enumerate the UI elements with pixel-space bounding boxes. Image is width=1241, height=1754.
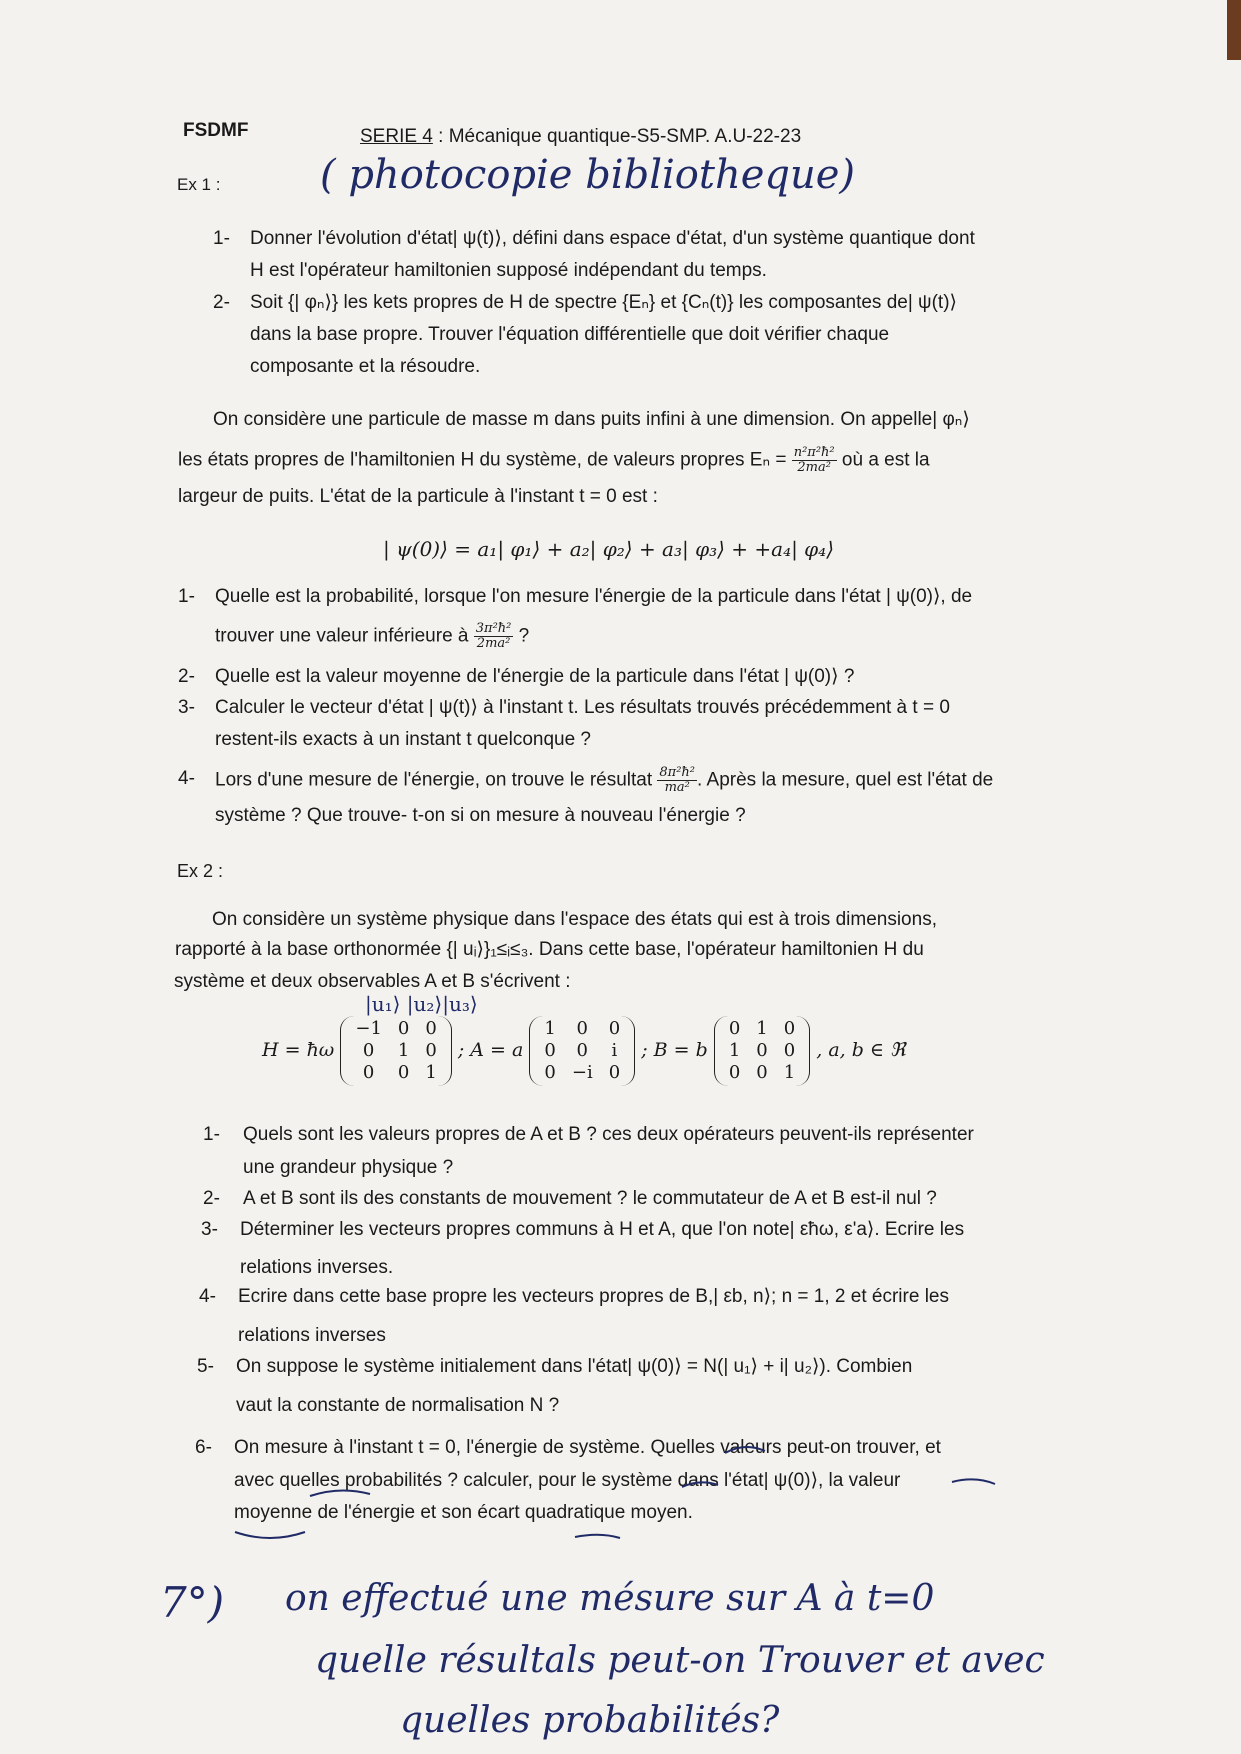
ex1-q2-line2: dans la base propre. Trouver l'équation différentielle que doit vérifier chaque [250,324,890,345]
ex1-p4-number: 4- [178,768,195,789]
ex1-p1-line2-b: ? [518,625,530,647]
q7-handwritten-line1: on effectué une mésure sur A à t=0 [285,1578,935,1619]
A-matrix-cell: i [611,1040,618,1061]
underline-quelles [725,1447,765,1453]
underline-mark [575,1535,620,1538]
ex2-q5-line2: vaut la constante de normalisation N ? [236,1395,560,1416]
H-matrix-cell: 1 [425,1062,437,1083]
ex1-intro-line1: On considère une particule de masse m dans puits infini à une dimension. On appelle| φₙ⟩ [213,409,970,430]
ex2-q3-line2: relations inverses. [240,1257,394,1278]
H-matrix-cell: 1 [397,1040,410,1061]
header-serie: SERIE 4 [360,126,433,147]
A-matrix-cell: 0 [576,1018,588,1039]
ex2-q6-line3: moyenne de l'énergie et son écart quadratique moyen. [234,1502,693,1523]
H-matrix-cell: 0 [397,1018,410,1039]
header-institution: FSDMF [183,120,249,141]
ex1-q1-line1: Donner l'évolution d'état| ψ(t)⟩, défini dans espace d'état, d'un système quantique dont [250,228,975,249]
ex2-q6-number: 6- [195,1437,212,1458]
energy-fraction-num: n²π²ħ² [793,445,835,460]
ex1-p4-line1-b: . Après la mesure, quel est l'état de [697,769,994,791]
ex1-q1-number: 1- [213,228,230,249]
ex2-intro-line3: système et deux observables A et B s'écrivent : [174,971,571,992]
energy-fraction-den: 2ma² [797,460,831,475]
H-matrix-cell: 0 [362,1040,375,1061]
ex2-q1-number: 1- [203,1124,220,1145]
ex1-q2-line1: Soit {| φₙ⟩} les kets propres de H de spectre {Eₙ} et {Cₙ(t)} les composantes de| ψ(t)⟩ [250,292,957,313]
H-matrix-cell: 0 [425,1018,437,1039]
ex1-p3-line2: restent-ils exacts à un instant t quelconque ? [215,729,592,750]
ex1-label: Ex 1 : [177,175,221,194]
ex1-intro-line3: largeur de puits. L'état de la particule à l'instant t = 0 est : [178,486,658,507]
B-matrix-cell: 0 [783,1018,796,1039]
initial-state-equation: | ψ(0)⟩ = a₁| φ₁⟩ + a₂| φ₂⟩ + a₃| φ₃⟩ + +a₄| φ₄⟩ [383,537,835,561]
ex2-q6-line1: On mesure à l'instant t = 0, l'énergie de système. Quelles valeurs peut-on trouver, et [234,1437,941,1458]
A-matrix-cell: 0 [576,1040,588,1061]
ex2-q4-number: 4- [199,1286,216,1307]
A-matrix-cell: 0 [544,1062,556,1083]
ex2-q3-line1: Déterminer les vecteurs propres communs à H et A, que l'on note| εħω, ε'a⟩. Ecrire les [240,1219,965,1240]
underline-moyenne [235,1532,305,1538]
ex2-q1-line2: une grandeur physique ? [243,1157,454,1178]
H-matrix-cell: 0 [362,1062,375,1083]
ex1-p2-number: 2- [178,666,195,687]
ex1-p1-number: 1- [178,586,195,607]
ex1-intro-line2-a: les états propres de l'hamiltonien H du système, de valeurs propres Eₙ = [178,449,787,471]
header-course: : Mécanique quantique-S5-SMP. A.U-22-23 [432,126,802,147]
p4-fraction-num: 8π²ħ² [659,765,696,780]
B-label: ; B = b [641,1039,708,1061]
ex2-q2-line1: A et B sont ils des constants de mouvement ? le commutateur de A et B est-il nul ? [243,1188,937,1209]
A-matrix-cell: 0 [608,1062,621,1083]
ex1-p2-line1: Quelle est la valeur moyenne de l'énergie de la particule dans l'état | ψ(0)⟩ ? [215,666,855,687]
ex2-q3-number: 3- [201,1219,218,1240]
ex1-handwritten-note: ( photocopie bibliotheque) [320,152,856,198]
ex1-q1-line2: H est l'opérateur hamiltonien supposé indépendant du temps. [250,260,767,281]
ex1-q2-number: 2- [213,292,230,313]
ex2-label: Ex 2 : [177,861,224,881]
ex2-intro-line1: On considère un système physique dans l'espace des états qui est à trois dimensions, [212,909,937,930]
H-matrix-cell: −1 [355,1018,382,1039]
p4-fraction-den: ma² [664,780,690,795]
ex1-p1-line2-a: trouver une valeur inférieure à [215,625,469,647]
A-label: ; A = a [457,1039,524,1061]
B-matrix-cell: 0 [756,1062,768,1083]
ex1-p3-number: 3- [178,697,195,718]
ex2-q1-line1: Quels sont les valeurs propres de A et B ? ces deux opérateurs peuvent-ils représenter [243,1124,974,1145]
ex2-q4-line2: relations inverses [238,1325,386,1346]
ex1-q2-line3: composante et la résoudre. [250,356,481,377]
underline-quelles-2 [310,1490,370,1496]
parameters-tail: , a, b ∈ ℜ [816,1039,906,1061]
basis-handwritten-note: |u₁⟩ |u₂⟩|u₃⟩ [365,992,478,1016]
underline-dans [682,1482,718,1487]
ex2-intro-line2: rapporté à la base orthonormée {| uᵢ⟩}₁≤ᵢ≤₃. Dans cette base, l'opérateur hamiltonien H du [175,939,924,960]
B-matrix-cell: 1 [728,1040,741,1061]
ex2-q2-number: 2- [203,1188,220,1209]
ex2-q4-line1: Ecrire dans cette base propre les vecteurs propres de B,| εb, n⟩; n = 1, 2 et écrire les [238,1286,949,1307]
ex2-q5-line1: On suppose le système initialement dans l'état| ψ(0)⟩ = N(| u₁⟩ + i| u₂⟩). Combien [236,1356,913,1377]
ex2-q5-number: 5- [197,1356,214,1377]
q7-handwritten-line2: quelle résultals peut-on Trouver et avec [315,1640,1045,1681]
q7-handwritten-line3: quelles probabilités? [400,1700,780,1741]
B-matrix-cell: 0 [756,1040,768,1061]
A-matrix-cell: 1 [544,1018,556,1039]
p1-fraction-den: 2ma² [476,636,511,651]
H-matrix-cell: 0 [425,1040,437,1061]
B-matrix-cell: 0 [783,1040,796,1061]
A-matrix-cell: 0 [608,1018,621,1039]
B-matrix-cell: 1 [756,1018,768,1039]
q7-handwritten-number: 7°) [160,1578,225,1627]
ex1-p4-line2: système ? Que trouve- t-on si on mesure à nouveau l'énergie ? [215,805,746,826]
underline-valeur [952,1479,995,1484]
p1-fraction-num: 3π²ħ² [475,621,512,636]
ex1-p1-line1: Quelle est la probabilité, lorsque l'on mesure l'énergie de la particule dans l'état | ψ(0)⟩, de [215,586,973,607]
H-label: H = ħω [262,1039,335,1061]
B-matrix-cell: 0 [728,1018,741,1039]
A-matrix-cell: −i [571,1062,593,1083]
ex1-p3-line1: Calculer le vecteur d'état | ψ(t)⟩ à l'instant t. Les résultats trouvés précédemment à t = 0 [215,697,950,718]
ex2-q6-line2: avec quelles probabilités ? calculer, pour le système dans l'état| ψ(0)⟩, la valeur [234,1470,901,1491]
A-matrix-cell: 0 [544,1040,556,1061]
B-matrix-cell: 1 [783,1062,796,1083]
B-matrix-cell: 0 [728,1062,741,1083]
ex1-intro-line2-b: où a est la [841,449,930,471]
H-matrix-cell: 0 [397,1062,410,1083]
ex1-p4-line1-a: Lors d'une mesure de l'énergie, on trouve le résultat [215,769,653,791]
